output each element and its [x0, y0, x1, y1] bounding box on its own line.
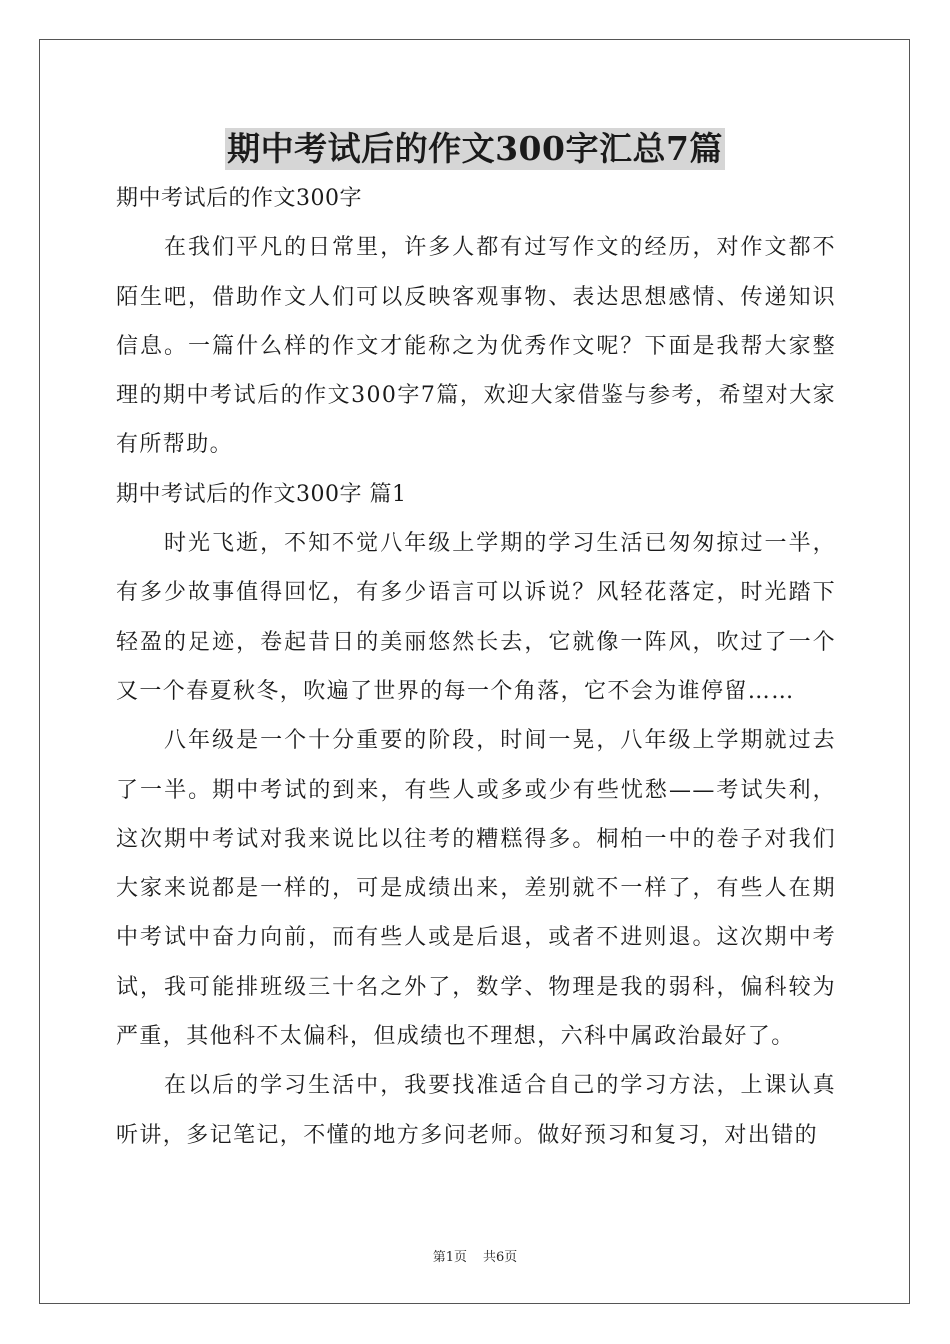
- page-footer: [0, 1246, 950, 1265]
- body-paragraph: 在以后的学习生活中，我要找准适合自己的学习方法，上课认真听讲，多记笔记，不懂的地方多问老师。做好预习和复习，对出错的: [116, 1073, 836, 1148]
- page-number: 第1页: [432, 1250, 467, 1265]
- section-heading: 期中考试后的作文300字 篇1: [116, 481, 407, 507]
- intro-heading: 期中考试后的作文300字: [116, 186, 362, 211]
- page-total: 共6页: [483, 1250, 518, 1265]
- document-body: [116, 174, 836, 1160]
- intro-paragraph: 在我们平凡的日常里，许多人都有过写作文的经历，对作文都不陌生吧，借助作文人们可以反映客观事物、表达思想感情、传递知识信息。一篇什么样的作文才能称之为优秀作文呢？下面是我帮大家整理的期中考试后的作文300字7篇，欢迎大家借鉴与参考，希望对大家有所帮助。: [116, 235, 836, 458]
- title-container: [0, 128, 950, 170]
- body-paragraph: 时光飞逝，不知不觉八年级上学期的学习生活已匆匆掠过一半，有多少故事值得回忆，有多少语言可以诉说？风轻花落定，时光踏下轻盈的足迹，卷起昔日的美丽悠然长去，它就像一阵风，吹过了一个又一个春夏秋冬，吹遍了世界的每一个角落，它不会为谁停留……: [116, 531, 836, 704]
- body-paragraph: 八年级是一个十分重要的阶段，时间一晃，八年级上学期就过去了一半。期中考试的到来，有些人或多或少有些忧愁——考试失利，这次期中考试对我来说比以往考的糟糕得多。桐柏一中的卷子对我们大家来说都是一样的，可是成绩出来，差别就不一样了，有些人在期中考试中奋力向前，而有些人或是后退，或者不进则退。这次期中考试，我可能排班级三十名之外了，数学、物理是我的弱科，偏科较为严重，其他科不太偏科，但成绩也不理想，六科中属政治最好了。: [116, 728, 836, 1050]
- document-title: 期中考试后的作文300字汇总7篇: [227, 129, 723, 168]
